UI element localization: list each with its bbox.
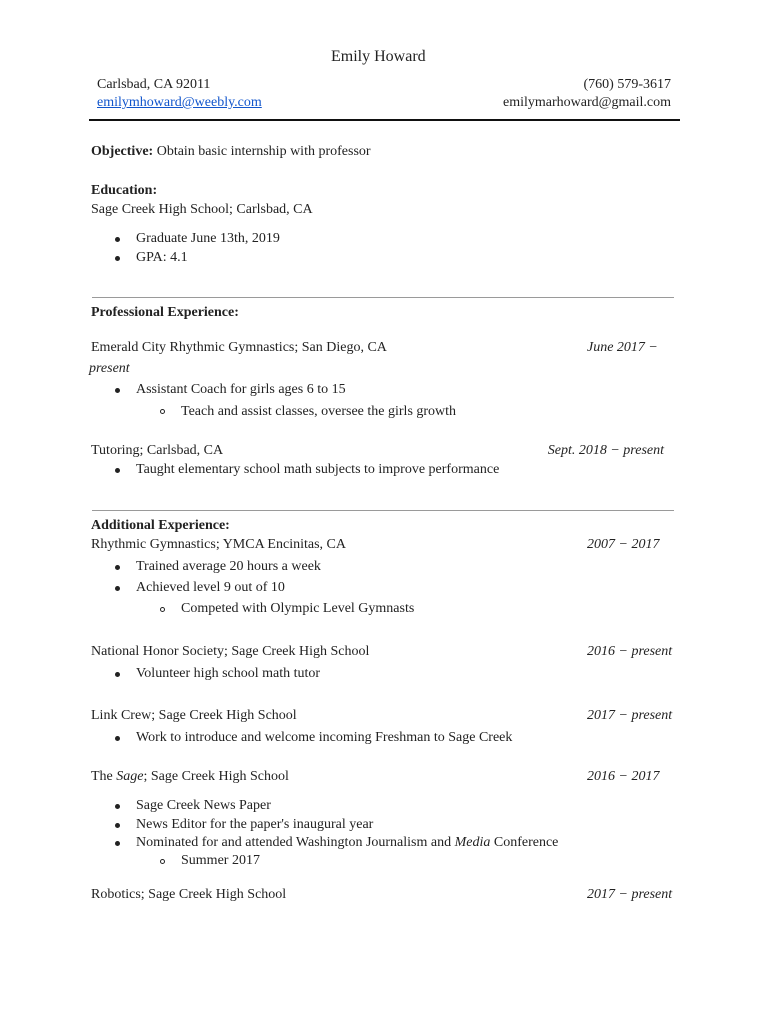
objective-text: Obtain basic internship with professor: [156, 144, 371, 159]
list-item: Work to introduce and welcome incoming Freshman to Sage Creek: [136, 730, 513, 745]
education-heading: Education:: [91, 183, 158, 198]
location: Carlsbad, CA 92011: [97, 77, 211, 92]
list-item: Graduate June 13th, 2019: [136, 231, 280, 246]
list-item: Achieved level 9 out of 10: [136, 580, 285, 595]
entry-date: Sept. 2018 − present: [547, 443, 664, 458]
objective: [91, 144, 371, 160]
list-item: Taught elementary school math subjects to improve performance: [136, 462, 500, 477]
website-link[interactable]: emilymhoward@weebly.com: [97, 95, 262, 110]
entry-title: Link Crew; Sage Creek High School: [91, 708, 297, 723]
sub-list-item: Competed with Olympic Level Gymnasts: [181, 601, 415, 616]
header-divider: [89, 119, 680, 121]
list-item: Assistant Coach for girls ages 6 to 15: [136, 382, 346, 397]
entry-date: 2016 − 2017: [587, 769, 660, 784]
section-divider: [92, 510, 674, 511]
entry-date: 2017 − present: [587, 708, 673, 723]
entry-title: Tutoring; Carlsbad, CA: [91, 443, 224, 458]
objective-label: Objective:: [91, 144, 154, 159]
bullet-icon: [115, 823, 120, 828]
list-item: News Editor for the paper's inaugural year: [136, 817, 374, 832]
phone: (760) 579-3617: [583, 77, 671, 92]
list-item-pre: Nominated for and attended Washington Journalism and: [136, 835, 455, 850]
entry-date: June 2017 −: [587, 340, 658, 355]
professional-heading: Professional Experience:: [91, 305, 239, 320]
entry-date-cont: present: [89, 361, 130, 376]
sub-list-item: Teach and assist classes, oversee the girls growth: [181, 404, 457, 419]
entry-date: 2017 − present: [587, 887, 673, 902]
list-item: GPA: 4.1: [136, 250, 188, 265]
bullet-icon: [115, 256, 120, 261]
list-item: Sage Creek News Paper: [136, 798, 271, 813]
bullet-icon: [115, 586, 120, 591]
list-item: Volunteer high school math tutor: [136, 666, 321, 681]
list-item-post: Conference: [490, 835, 559, 850]
entry-date: 2016 − present: [587, 644, 673, 659]
entry-title-italic: Sage: [116, 769, 144, 784]
bullet-icon: [115, 736, 120, 741]
bullet-icon: [115, 804, 120, 809]
resume-name: Emily Howard: [331, 48, 426, 65]
additional-heading: Additional Experience:: [91, 518, 230, 533]
sub-bullet-icon: [160, 607, 165, 612]
bullet-icon: [115, 237, 120, 242]
education-school: Sage Creek High School; Carlsbad, CA: [91, 202, 313, 217]
entry-title: Emerald City Rhythmic Gymnastics; San Diego, CA: [91, 340, 387, 355]
bullet-icon: [115, 672, 120, 677]
section-divider: [92, 297, 674, 298]
bullet-icon: [115, 388, 120, 393]
bullet-icon: [115, 565, 120, 570]
sub-bullet-icon: [160, 859, 165, 864]
entry-title: Rhythmic Gymnastics; YMCA Encinitas, CA: [91, 537, 346, 552]
bullet-icon: [115, 468, 120, 473]
sub-bullet-icon: [160, 409, 165, 414]
entry-date: 2007 − 2017: [587, 537, 660, 552]
list-item-italic: Media: [454, 835, 491, 850]
entry-title: Robotics; Sage Creek High School: [91, 887, 287, 902]
sub-list-item: Summer 2017: [181, 853, 260, 868]
entry-title: [91, 769, 289, 785]
list-item: [136, 835, 558, 851]
list-item: Trained average 20 hours a week: [136, 559, 321, 574]
bullet-icon: [115, 841, 120, 846]
email: emilymarhoward@gmail.com: [502, 95, 671, 110]
entry-title-post: ; Sage Creek High School: [143, 769, 289, 784]
entry-title-pre: The: [91, 769, 117, 784]
entry-title: National Honor Society; Sage Creek High School: [91, 644, 370, 659]
